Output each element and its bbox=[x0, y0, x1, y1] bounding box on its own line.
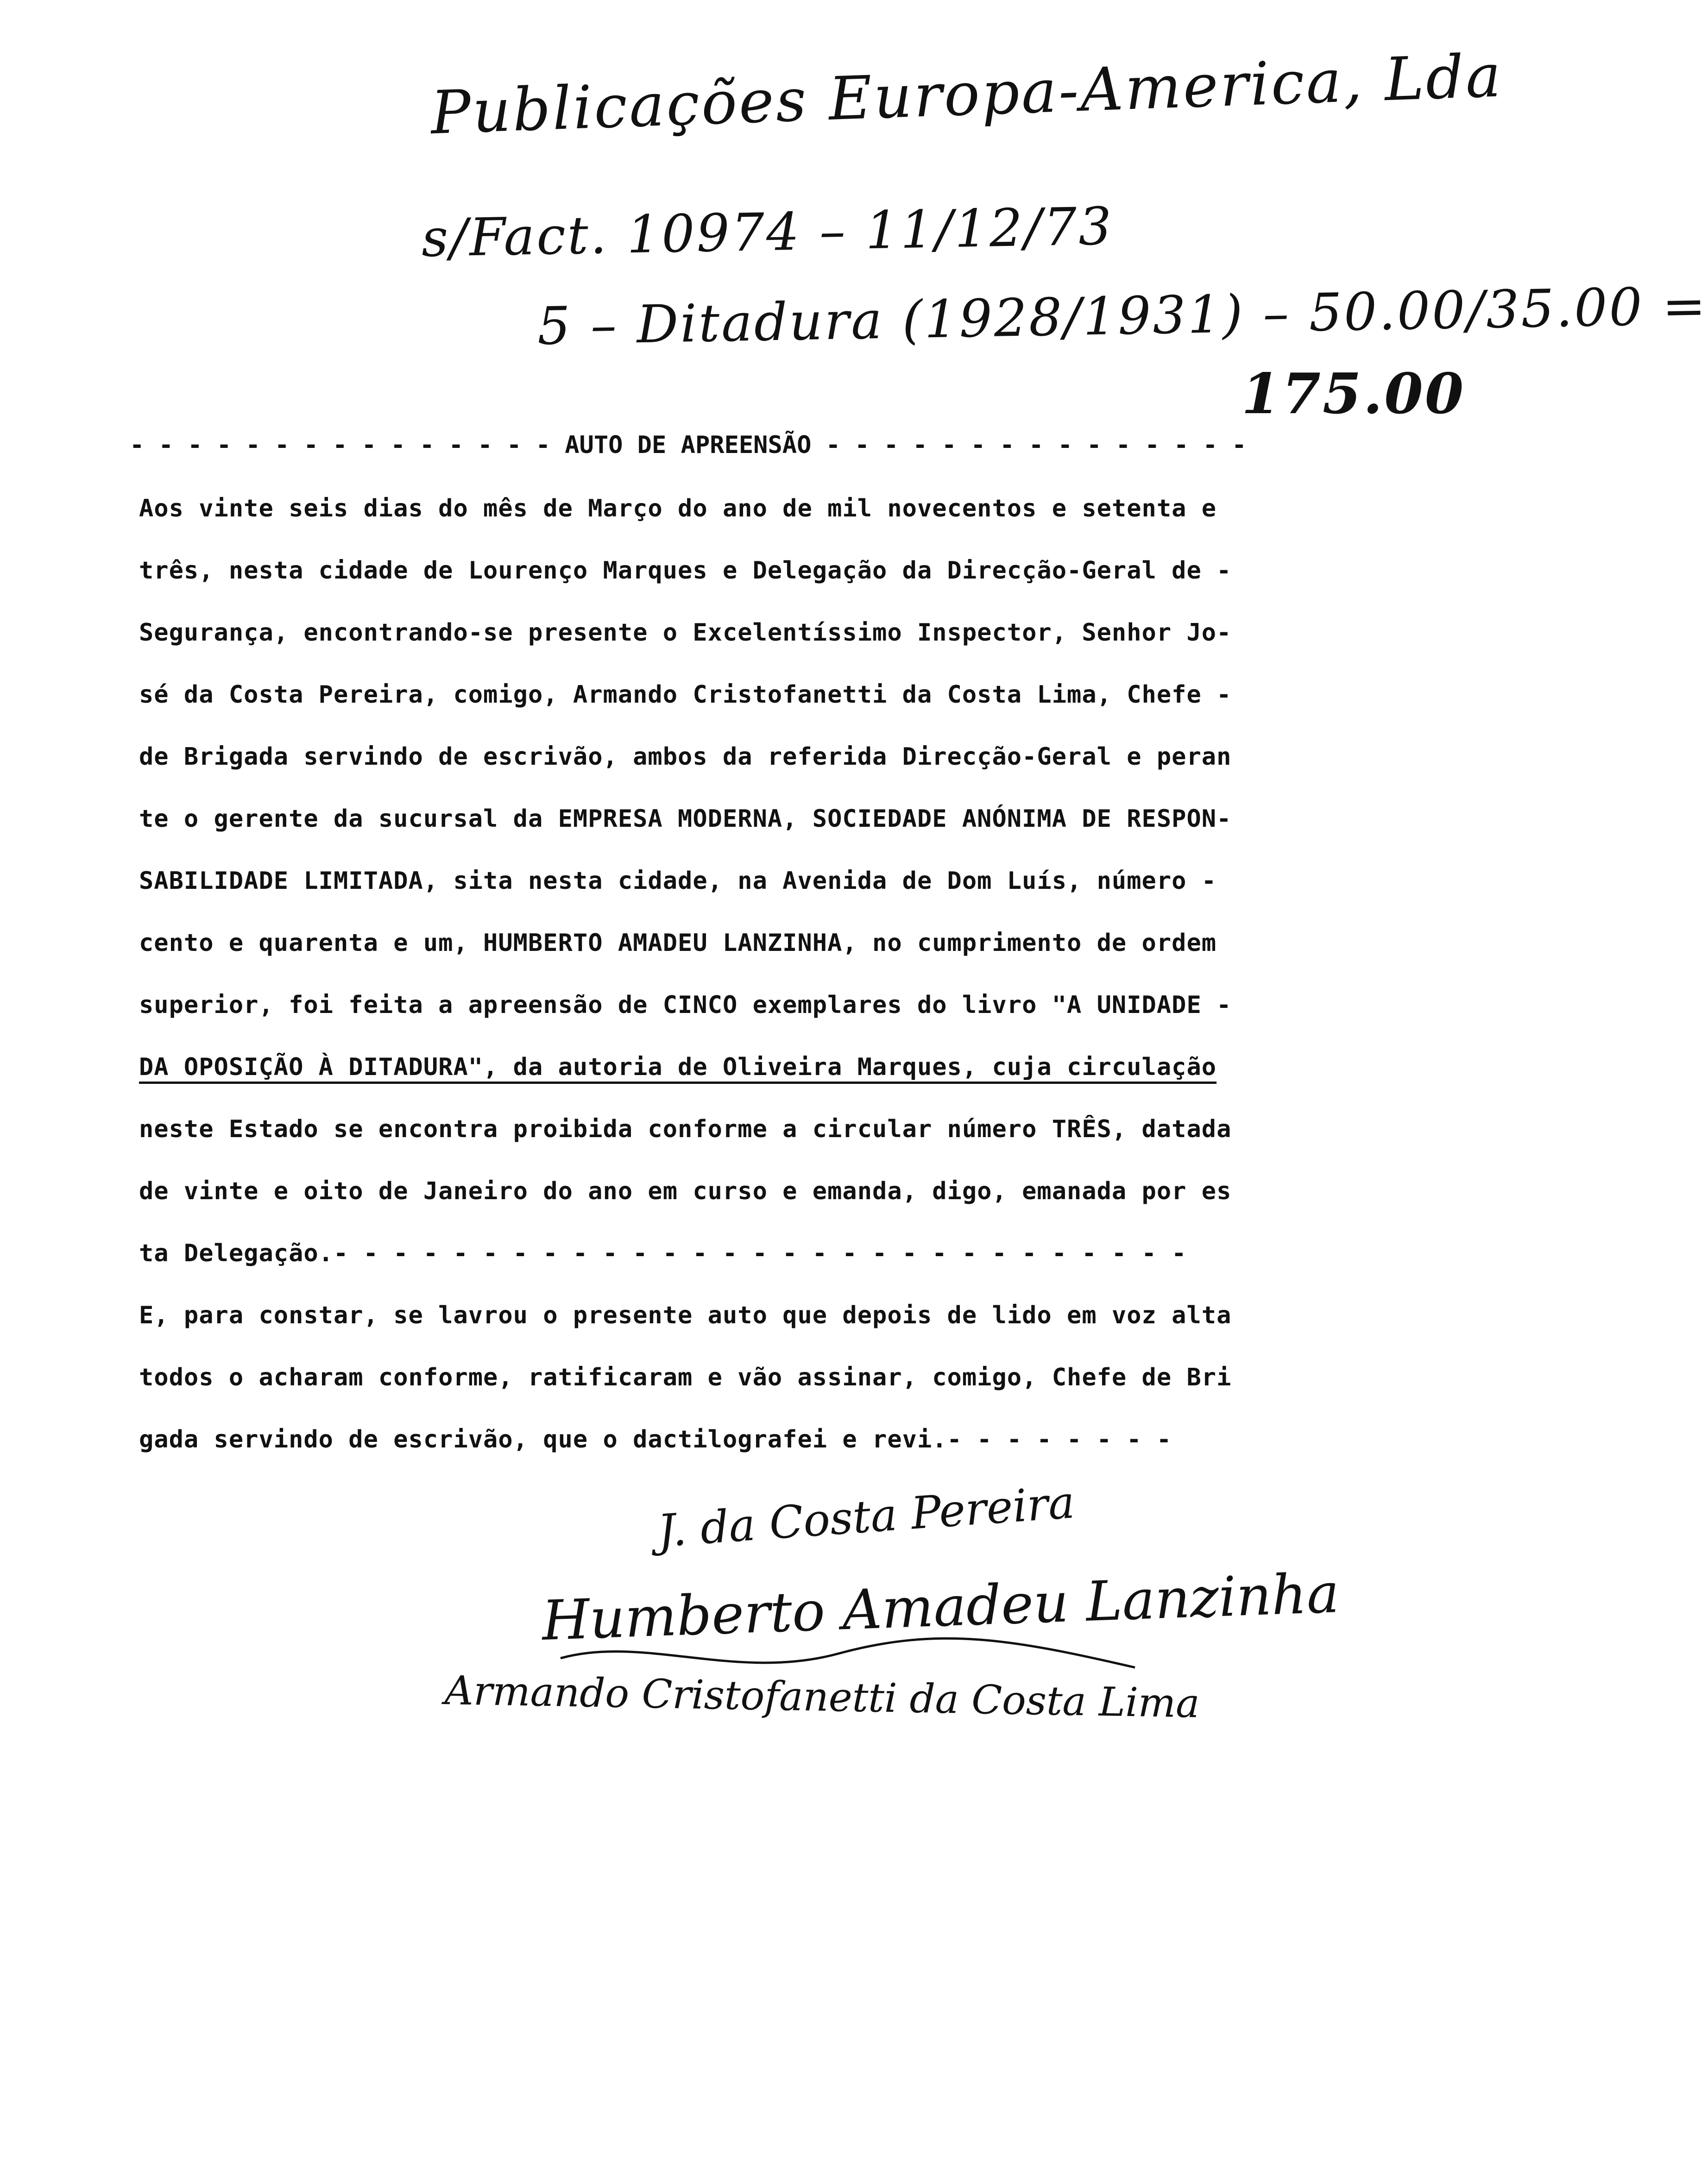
handwritten-note-total: 175.00 bbox=[1242, 361, 1466, 427]
body-line: superior, foi feita a apreensão de CINCO exemplares do livro "A UNIDADE - bbox=[139, 991, 1232, 1019]
body-line: SABILIDADE LIMITADA, sita nesta cidade, na Avenida de Dom Luís, número - bbox=[139, 867, 1217, 895]
body-line: Aos vinte seis dias do mês de Março do ano de mil novecentos e setenta e bbox=[139, 495, 1217, 522]
handwritten-note-invoice: s/Fact. 10974 – 11/12/73 bbox=[421, 196, 1114, 269]
body-line: te o gerente da sucursal da EMPRESA MODERNA, SOCIEDADE ANÓNIMA DE RESPON- bbox=[139, 805, 1232, 833]
body-line: DA OPOSIÇÃO À DITADURA", da autoria de Oliveira Marques, cuja circulação bbox=[139, 1053, 1217, 1081]
body-line: cento e quarenta e um, HUMBERTO AMADEU LANZINHA, no cumprimento de ordem bbox=[139, 929, 1217, 957]
body-line: ta Delegação.- - - - - - - - - - - - - - - - - - - - - - - - - - - - - bbox=[139, 1239, 1187, 1267]
document-heading: - - - - - - - - - - - - - - - AUTO DE APREENSÃO - - - - - - - - - - - - - - - bbox=[130, 431, 1247, 459]
body-line: sé da Costa Pereira, comigo, Armando Cristofanetti da Costa Lima, Chefe - bbox=[139, 681, 1232, 709]
body-line: três, nesta cidade de Lourenço Marques e Delegação da Direcção-Geral de - bbox=[139, 557, 1232, 585]
signature-witness: Humberto Amadeu Lanzinha bbox=[541, 1560, 1341, 1653]
signature-clerk: Armando Cristofanetti da Costa Lima bbox=[444, 1667, 1200, 1727]
body-line: de vinte e oito de Janeiro do ano em curso e emanda, digo, emanada por es bbox=[139, 1177, 1232, 1205]
body-line: E, para constar, se lavrou o presente auto que depois de lido em voz alta bbox=[139, 1302, 1232, 1329]
body-line: todos o acharam conforme, ratificaram e vão assinar, comigo, Chefe de Bri bbox=[139, 1364, 1232, 1391]
handwritten-note-book-price: 5 – Ditadura (1928/1931) – 50.00/35.00 = bbox=[536, 276, 1708, 357]
body-line: de Brigada servindo de escrivão, ambos da referida Direcção-Geral e peran bbox=[139, 743, 1232, 771]
body-line: Segurança, encontrando-se presente o Excelentíssimo Inspector, Senhor Jo- bbox=[139, 619, 1232, 647]
handwritten-note-publisher: Publicações Europa-America, Lda bbox=[429, 41, 1504, 148]
body-line: gada servindo de escrivão, que o dactilografei e revi.- - - - - - - - bbox=[139, 1426, 1172, 1453]
body-line: neste Estado se encontra proibida conforme a circular número TRÊS, datada bbox=[139, 1115, 1232, 1143]
signature-inspector: J. da Costa Pereira bbox=[656, 1476, 1077, 1557]
